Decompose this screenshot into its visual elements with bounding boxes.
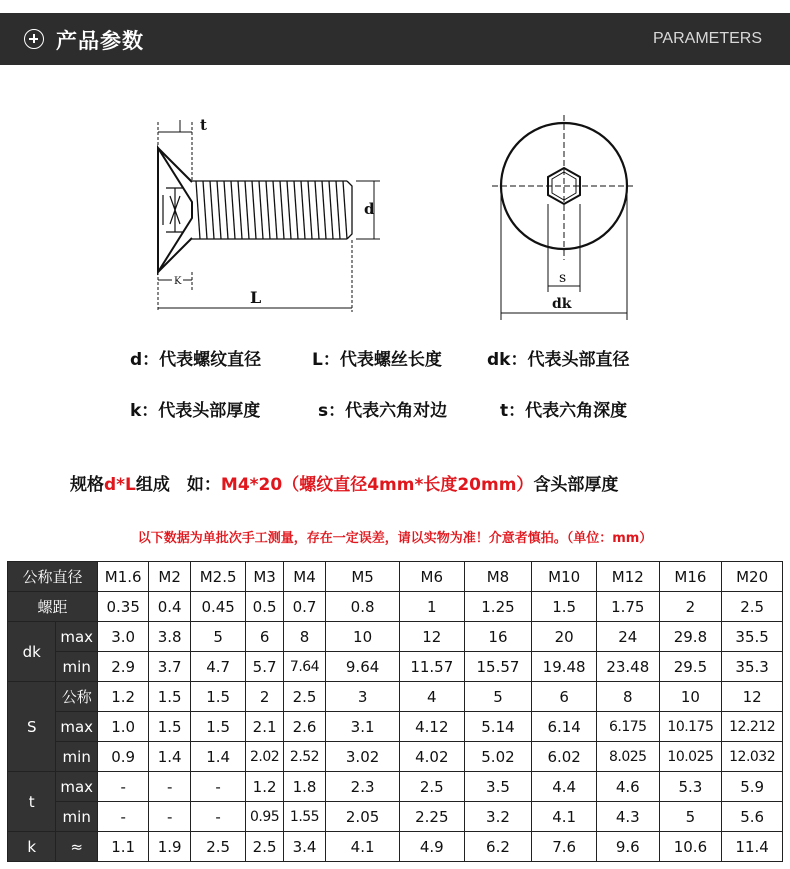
thread-line: [273, 181, 277, 239]
label-t: t: [200, 116, 207, 134]
thread-line: [280, 181, 284, 239]
label-s: s: [559, 270, 567, 286]
table-row-pitch: [8, 592, 783, 622]
table-cell: 1.4: [190, 742, 246, 772]
table-cell: 2.6: [283, 712, 325, 742]
table-cell: 4.12: [399, 712, 464, 742]
table-cell: 3.1: [326, 712, 400, 742]
table-cell: 8: [283, 622, 325, 652]
table-cell: 12.212: [722, 712, 783, 742]
dk-header: dk: [8, 622, 56, 682]
t-header: t: [8, 772, 56, 832]
table-cell: -: [190, 802, 246, 832]
table-cell: M1.6: [97, 562, 149, 592]
label-k: K: [174, 276, 182, 287]
table-cell: 1.4: [149, 742, 190, 772]
table-cell: 0.5: [246, 592, 283, 622]
label-d: d: [364, 200, 375, 218]
section-title: 产品参数: [56, 29, 144, 53]
table-cell: 6.14: [532, 712, 597, 742]
table-cell: 5.9: [722, 772, 783, 802]
table-cell: 6: [532, 682, 597, 712]
spec-highlight-dl: d*L: [104, 475, 136, 495]
table-cell: 0.45: [190, 592, 246, 622]
spec-mid: 组成 如：: [135, 475, 221, 495]
s-header: S: [8, 682, 56, 772]
table-cell: 1.2: [97, 682, 149, 712]
table-cell: 5.3: [659, 772, 722, 802]
table-cell: 1.25: [464, 592, 532, 622]
table-cell: 2.5: [246, 832, 283, 862]
legend-d: d：代表螺纹直径: [130, 350, 262, 370]
table-cell: M3: [246, 562, 283, 592]
table-cell: 4.4: [532, 772, 597, 802]
table-cell: 3.0: [97, 622, 149, 652]
screw-thread: [192, 181, 352, 239]
table-cell: 4.7: [190, 652, 246, 682]
table-row-s-min: [8, 742, 783, 772]
table-cell: 19.48: [532, 652, 597, 682]
thread-line: [266, 181, 270, 239]
table-cell: 2.25: [399, 802, 464, 832]
table-row-dk-min: [8, 652, 783, 682]
table-cell: -: [97, 802, 149, 832]
table-cell: 7.6: [532, 832, 597, 862]
table-cell: M4: [283, 562, 325, 592]
parameter-table: [7, 561, 783, 862]
table-cell: 2.1: [246, 712, 283, 742]
table-cell: 10.6: [659, 832, 722, 862]
thread-line: [336, 181, 340, 239]
table-cell: 2.9: [97, 652, 149, 682]
table-cell: 2.05: [326, 802, 400, 832]
table-cell: 4.6: [596, 772, 659, 802]
spec-highlight-example: M4*20（螺纹直径4mm*长度20mm）: [220, 475, 534, 495]
table-cell: 29.8: [659, 622, 722, 652]
thread-line: [203, 181, 207, 239]
table-cell: -: [149, 802, 190, 832]
s-nominal-label: 公称: [56, 682, 97, 712]
table-cell: 1.5: [190, 682, 246, 712]
table-cell: 2: [659, 592, 722, 622]
thread-line: [231, 181, 235, 239]
table-cell: 29.5: [659, 652, 722, 682]
table-cell: 5.7: [246, 652, 283, 682]
table-cell: 2: [246, 682, 283, 712]
legend-dk: dk：代表头部直径: [487, 350, 630, 370]
table-cell: M5: [326, 562, 400, 592]
table-cell: M10: [532, 562, 597, 592]
dk-min-label: min: [56, 652, 97, 682]
legend-k: k：代表头部厚度: [130, 401, 261, 421]
table-cell: 2.02: [246, 742, 283, 772]
table-cell: 1.2: [246, 772, 283, 802]
table-cell: 0.4: [149, 592, 190, 622]
table-cell: 2.5: [722, 592, 783, 622]
table-cell: 1.5: [149, 682, 190, 712]
table-cell: 15.57: [464, 652, 532, 682]
table-cell: 5.14: [464, 712, 532, 742]
table-cell: M2: [149, 562, 190, 592]
table-cell: 4.02: [399, 742, 464, 772]
thread-line: [294, 181, 298, 239]
table-cell: 1.5: [532, 592, 597, 622]
table-cell: 1: [399, 592, 464, 622]
table-cell: 4.9: [399, 832, 464, 862]
t-max-label: max: [56, 772, 97, 802]
table-cell: M6: [399, 562, 464, 592]
table-cell: 1.9: [149, 832, 190, 862]
table-cell: -: [190, 772, 246, 802]
thread-line: [301, 181, 305, 239]
table-cell: -: [97, 772, 149, 802]
thread-line: [259, 181, 263, 239]
table-cell: 11.4: [722, 832, 783, 862]
table-cell: 0.35: [97, 592, 149, 622]
table-row-s-max: [8, 712, 783, 742]
table-cell: 9.64: [326, 652, 400, 682]
table-cell: 6.02: [532, 742, 597, 772]
thread-line: [224, 181, 228, 239]
table-cell: 1.1: [97, 832, 149, 862]
thread-line: [217, 181, 221, 239]
spec-prefix: 规格: [70, 475, 104, 495]
table-cell: M2.5: [190, 562, 246, 592]
thread-line: [322, 181, 326, 239]
legend-L: L：代表螺丝长度: [312, 350, 442, 370]
screw-diagram: [0, 0, 790, 340]
table-row-size: [8, 562, 783, 592]
table-cell: 4.3: [596, 802, 659, 832]
table-cell: 2.5: [399, 772, 464, 802]
section-subtitle-en: PARAMETERS: [652, 30, 762, 47]
table-cell: 0.7: [283, 592, 325, 622]
table-cell: 7.64: [283, 652, 325, 682]
table-cell: 8: [596, 682, 659, 712]
k-approx-label: ≈: [56, 832, 97, 862]
table-cell: 23.48: [596, 652, 659, 682]
t-min-label: min: [56, 802, 97, 832]
table-cell: 2.52: [283, 742, 325, 772]
thread-line: [238, 181, 242, 239]
thread-line: [329, 181, 333, 239]
table-cell: 10: [326, 622, 400, 652]
screw-top-view: [492, 115, 636, 320]
table-cell: 1.75: [596, 592, 659, 622]
nominal-diameter-header: 公称直径: [8, 562, 98, 592]
table-cell: 9.6: [596, 832, 659, 862]
table-cell: 1.0: [97, 712, 149, 742]
table-row-s-nominal: [8, 682, 783, 712]
table-cell: 5: [190, 622, 246, 652]
table-cell: 3.02: [326, 742, 400, 772]
table-cell: 6.2: [464, 832, 532, 862]
table-cell: 12: [399, 622, 464, 652]
table-cell: 3.5: [464, 772, 532, 802]
table-cell: 24: [596, 622, 659, 652]
screw-side-view: [158, 148, 192, 272]
measurement-note: 以下数据为单批次手工测量，存在一定误差，请以实物为准！介意者慎拍。（单位：mm）: [137, 531, 653, 546]
k-header: k: [8, 832, 56, 862]
table-cell: 4.1: [532, 802, 597, 832]
table-cell: 35.3: [722, 652, 783, 682]
table-cell: 10.025: [659, 742, 722, 772]
thread-line: [210, 181, 214, 239]
table-cell: 1.5: [149, 712, 190, 742]
table-row-t-min: [8, 802, 783, 832]
label-L: L: [250, 288, 262, 307]
thread-line: [287, 181, 291, 239]
table-cell: 2.5: [283, 682, 325, 712]
table-row-t-max: [8, 772, 783, 802]
spec-line: [70, 470, 618, 495]
table-cell: 2.5: [190, 832, 246, 862]
table-cell: 10: [659, 682, 722, 712]
spec-suffix: 含头部厚度: [533, 475, 619, 495]
table-cell: 3.8: [149, 622, 190, 652]
table-cell: 3.7: [149, 652, 190, 682]
table-cell: 12.032: [722, 742, 783, 772]
table-cell: 6.175: [596, 712, 659, 742]
table-cell: 20: [532, 622, 597, 652]
table-cell: 1.8: [283, 772, 325, 802]
table-cell: 1.5: [190, 712, 246, 742]
table-cell: M12: [596, 562, 659, 592]
table-cell: 2.3: [326, 772, 400, 802]
thread-line: [315, 181, 319, 239]
table-row-dk-max: [8, 622, 783, 652]
table-cell: M20: [722, 562, 783, 592]
thread-line: [252, 181, 256, 239]
legend-t: t：代表六角深度: [500, 401, 628, 421]
table-cell: 16: [464, 622, 532, 652]
table-cell: 4: [399, 682, 464, 712]
table-cell: 5.6: [722, 802, 783, 832]
table-cell: M16: [659, 562, 722, 592]
pitch-header: 螺距: [8, 592, 98, 622]
thread-line: [343, 181, 347, 239]
table-cell: 5.02: [464, 742, 532, 772]
label-dk: dk: [552, 296, 572, 312]
s-max-label: max: [56, 712, 97, 742]
thread-line: [245, 181, 249, 239]
table-cell: 5: [464, 682, 532, 712]
table-cell: 0.8: [326, 592, 400, 622]
table-row-k: [8, 832, 783, 862]
table-cell: 1.55: [283, 802, 325, 832]
thread-line: [308, 181, 312, 239]
table-cell: 0.95: [246, 802, 283, 832]
s-min-label: min: [56, 742, 97, 772]
dk-max-label: max: [56, 622, 97, 652]
table-cell: 0.9: [97, 742, 149, 772]
table-cell: 3: [326, 682, 400, 712]
table-cell: 4.1: [326, 832, 400, 862]
table-cell: 6: [246, 622, 283, 652]
table-cell: M8: [464, 562, 532, 592]
thread-line: [196, 181, 200, 239]
table-cell: 3.4: [283, 832, 325, 862]
table-cell: 12: [722, 682, 783, 712]
legend-s: s：代表六角对边: [318, 401, 448, 421]
table-cell: 35.5: [722, 622, 783, 652]
table-cell: 5: [659, 802, 722, 832]
table-cell: -: [149, 772, 190, 802]
table-cell: 10.175: [659, 712, 722, 742]
table-cell: 3.2: [464, 802, 532, 832]
table-cell: 8.025: [596, 742, 659, 772]
table-cell: 11.57: [399, 652, 464, 682]
